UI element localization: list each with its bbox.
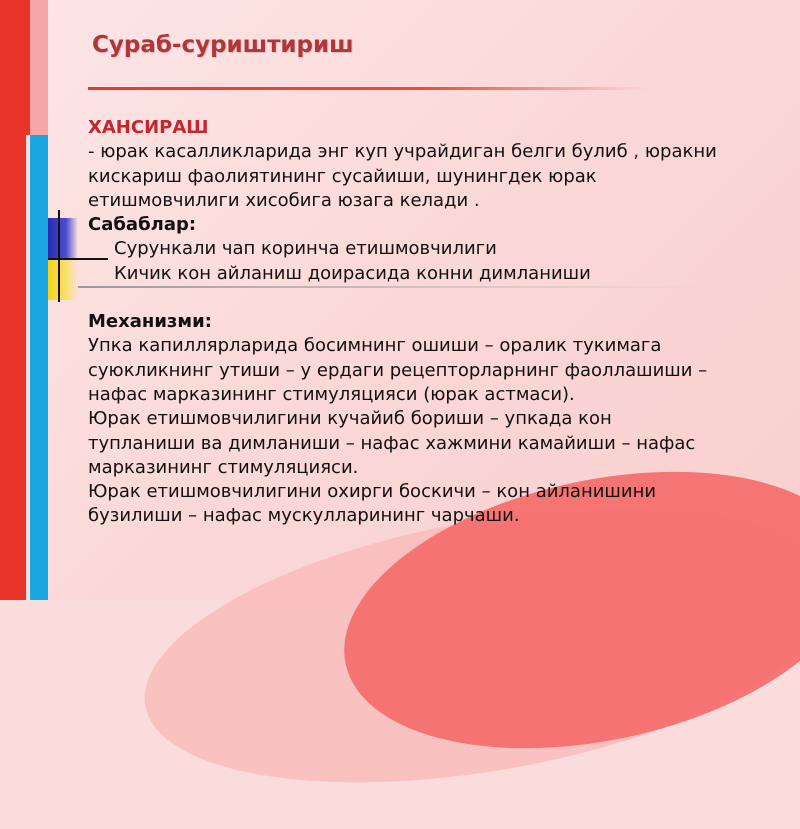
mechanism-line: бузилиши – нафас мускулларининг чарчаши. [88, 505, 520, 527]
mechanism-line: Упка капиллярларида босимнинг ошиши – оралик тукимага [88, 335, 662, 357]
mechanism-line: суюкликнинг утиши – у ердаги рецепторларнинг фаоллашиши – [88, 359, 708, 381]
cause-item: Кичик кон айланиш доирасида конни димланиши [114, 262, 591, 284]
mechanism-line: тупланиши ва димланиши – нафас хажмини камайиши – нафас [88, 432, 696, 454]
mechanism-line: марказининг стимуляцияси. [88, 456, 359, 478]
blue-decor-square [48, 218, 78, 260]
left-cyan-bar [30, 135, 48, 600]
cause-item: Сурункали чап коринча етишмовчилиги [114, 238, 497, 260]
intro-line: етишмовчилиги хисобига юзага келади . [88, 189, 480, 211]
intro-line: кискариш фаолиятининг сусайиши, шунингдек юрак [88, 165, 597, 187]
left-white-strip [26, 135, 30, 600]
title-underline [88, 87, 648, 90]
mechanism-line: Юрак етишмовчилигини охирги боскичи – кон айланишини [88, 481, 657, 503]
mechanisms-label: Механизми: [88, 311, 212, 333]
slide-content [88, 116, 768, 529]
causes-label: Сабаблар: [88, 214, 197, 236]
spacer [88, 286, 768, 310]
cross-vertical-line [58, 210, 60, 302]
slide-title: Сураб-суриштириш [92, 32, 354, 58]
intro-line: - юрак касалликларида энг куп учрайдиган белги булиб , юракни [88, 141, 717, 163]
mechanism-line: Юрак етишмовчилигини кучайиб бориши – упкада кон [88, 408, 612, 430]
section-heading: ХАНСИРАШ [88, 117, 209, 138]
yellow-decor-square [48, 260, 78, 300]
mechanism-line: нафас марказининг стимуляцияси (юрак астмаси). [88, 383, 575, 405]
